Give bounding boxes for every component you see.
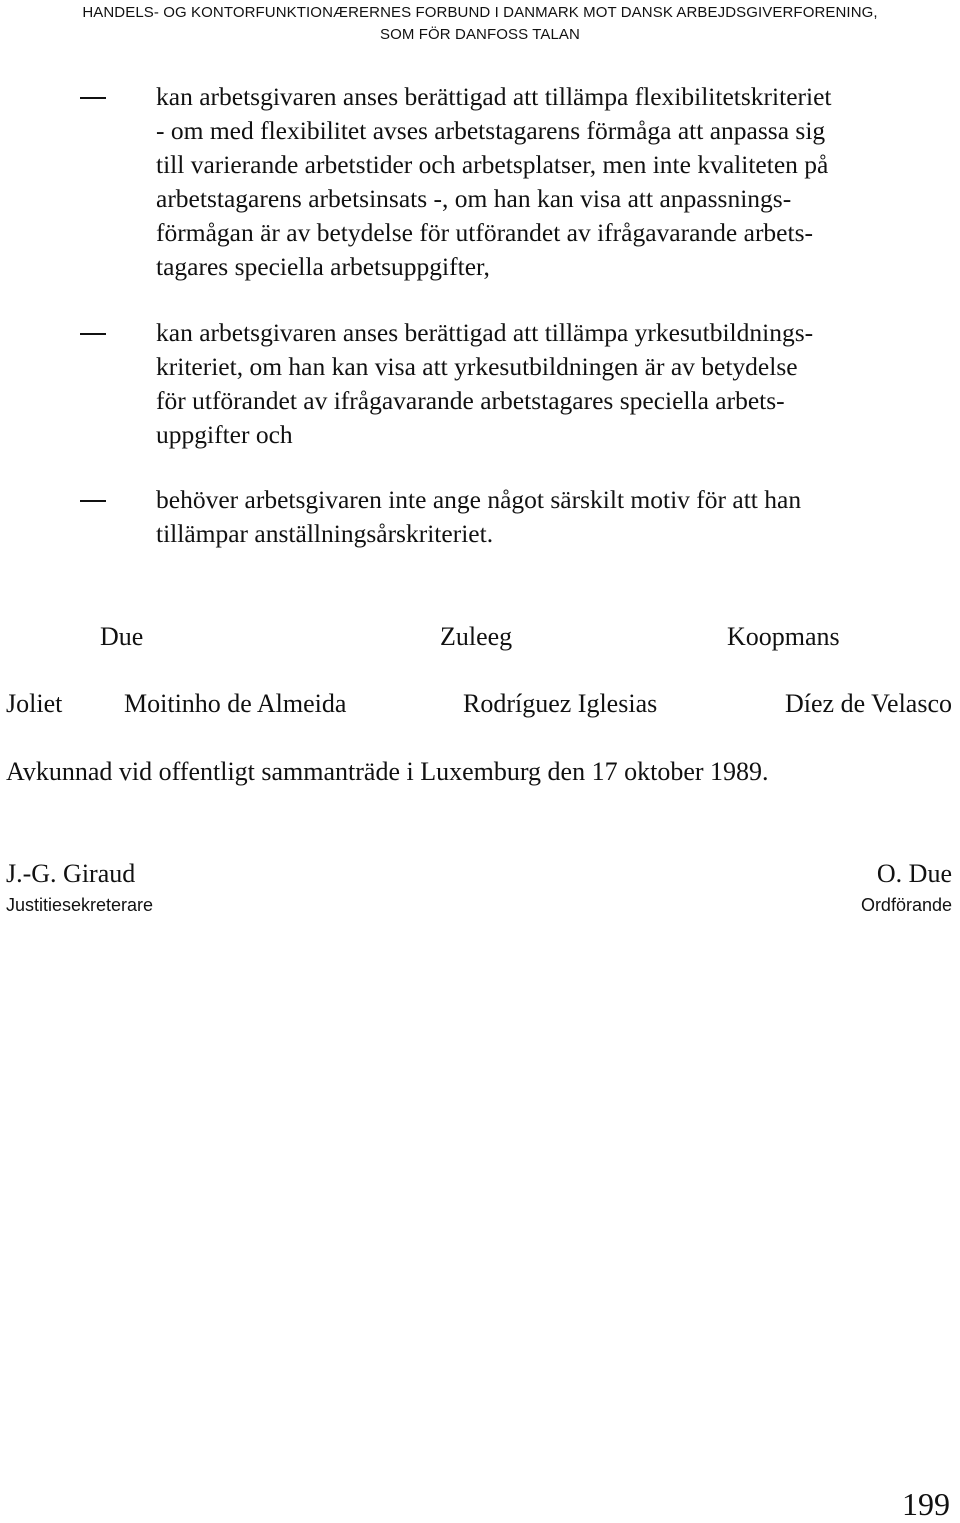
bullet-1-line-4: arbetstagarens arbetsinsats -, om han kan visa att anpassnings-	[156, 184, 792, 213]
judge-name: Koopmans	[727, 622, 840, 651]
judge-name: Due	[100, 622, 144, 651]
judge-name: Rodríguez Iglesias	[463, 689, 658, 718]
bullet-1-line-3: till varierande arbetstider och arbetsplatser, men inte kvaliteten på	[156, 150, 829, 179]
bullet-3-line-2: tillämpar anställningsårskriteriet.	[156, 519, 494, 548]
judge-name: Díez de Velasco	[784, 689, 952, 718]
bullet-1-line-6: tagares speciella arbetsuppgifter,	[156, 252, 490, 281]
bullet-1-line-2: - om med flexibilitet avses arbetstagarens förmåga att anpassa sig	[156, 116, 826, 145]
page-number: 199	[902, 1486, 950, 1522]
registrar-title: Justitiesekreterare	[6, 895, 154, 915]
president-title: Ordförande	[860, 895, 952, 915]
pronouncement-text: Avkunnad vid offentligt sammanträde i Luxemburg den 17 oktober 1989.	[6, 757, 769, 786]
bullet-dash	[80, 97, 106, 99]
bullet-3-line-1: behöver arbetsgivaren inte ange något särskilt motiv för att han	[156, 485, 802, 514]
bullet-1-line-1: kan arbetsgivaren anses berättigad att tillämpa flexibilitetskriteriet	[156, 82, 832, 111]
bullet-dash	[80, 500, 106, 502]
bullet-2-line-4: uppgifter och	[156, 420, 293, 449]
bullet-2-line-3: för utförandet av ifrågavarande arbetstagares speciella arbets-	[156, 386, 785, 415]
header-line-2: SOM FÖR DANFOSS TALAN	[380, 26, 580, 43]
header-line-1: HANDELS- OG KONTORFUNKTIONÆRERNES FORBUND I DANMARK MOT DANSK ARBEJDSGIVERFORENING,	[82, 4, 878, 21]
bullet-1-line-5: förmågan är av betydelse för utförandet av ifrågavarande arbets-	[156, 218, 813, 247]
bullet-2-line-1: kan arbetsgivaren anses berättigad att tillämpa yrkesutbildnings-	[156, 318, 814, 347]
bullet-dash	[80, 333, 106, 335]
judge-name: Moitinho de Almeida	[124, 689, 347, 718]
judge-name: Joliet	[6, 689, 63, 718]
judge-name: Zuleeg	[440, 622, 513, 651]
president-name: O. Due	[876, 859, 952, 888]
bullet-2-line-2: kriteriet, om han kan visa att yrkesutbildningen är av betydelse	[156, 352, 798, 381]
registrar-name: J.-G. Giraud	[6, 859, 136, 888]
